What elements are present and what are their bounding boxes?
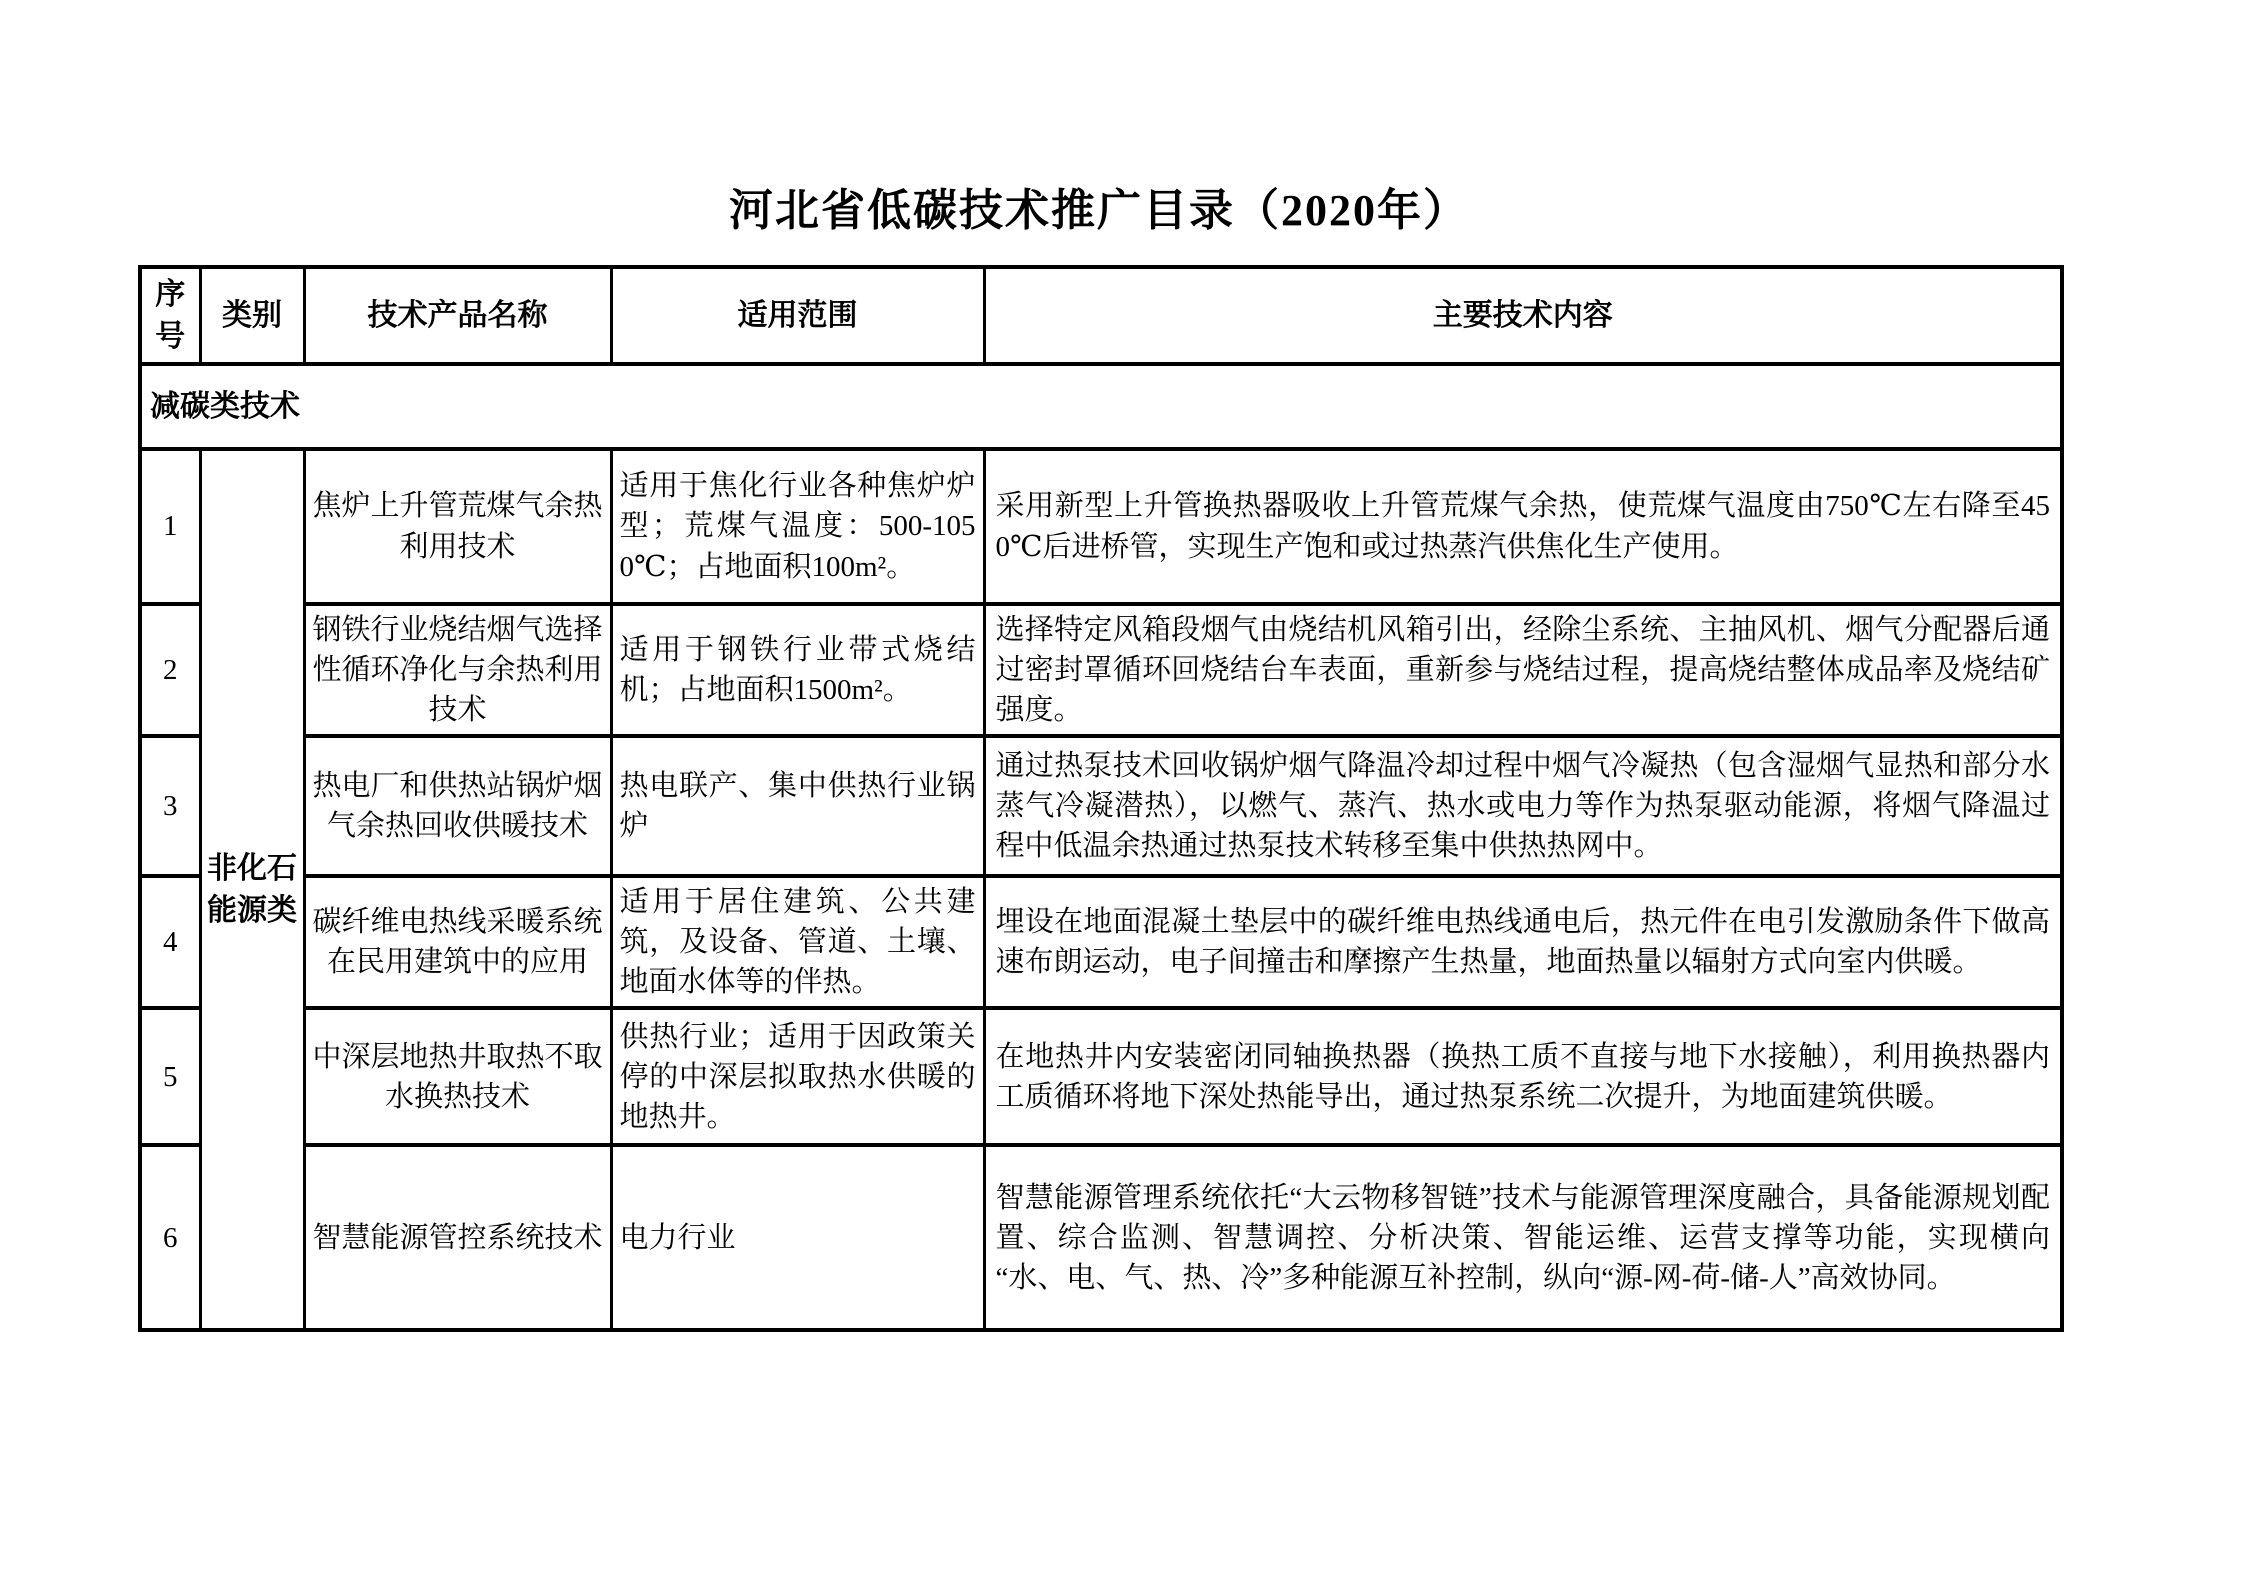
tech-name-cell: 中深层地热井取热不取水换热技术 xyxy=(304,1008,611,1145)
catalog-table xyxy=(138,265,2064,1332)
col-header-no: 序号 xyxy=(140,267,200,364)
section-label: 减碳类技术 xyxy=(140,364,2062,449)
row-number: 4 xyxy=(140,876,200,1008)
table-row xyxy=(140,1145,2062,1330)
content-cell: 埋设在地面混凝土垫层中的碳纤维电热线通电后，热元件在电引发激励条件下做高速布朗运动，电子间撞击和摩擦产生热量，地面热量以辐射方式向室内供暖。 xyxy=(984,876,2062,1008)
col-header-content: 主要技术内容 xyxy=(984,267,2062,364)
scope-cell: 热电联产、集中供热行业锅炉 xyxy=(611,736,984,876)
scope-cell: 供热行业；适用于因政策关停的中深层拟取热水供暖的地热井。 xyxy=(611,1008,984,1145)
section-row xyxy=(140,364,2062,449)
scope-cell: 电力行业 xyxy=(611,1145,984,1330)
row-number: 6 xyxy=(140,1145,200,1330)
tech-name-cell: 碳纤维电热线采暖系统在民用建筑中的应用 xyxy=(304,876,611,1008)
tech-name-cell: 钢铁行业烧结烟气选择性循环净化与余热利用技术 xyxy=(304,604,611,736)
page-title: 河北省低碳技术推广目录（2020年） xyxy=(729,186,1469,235)
table-row xyxy=(140,736,2062,876)
scope-cell: 适用于居住建筑、公共建筑，及设备、管道、土壤、地面水体等的伴热。 xyxy=(611,876,984,1008)
table-row xyxy=(140,1008,2062,1145)
content-cell: 在地热井内安装密闭同轴换热器（换热工质不直接与地下水接触），利用换热器内工质循环将地下深处热能导出，通过热泵系统二次提升，为地面建筑供暖。 xyxy=(984,1008,2062,1145)
table-header-row xyxy=(140,267,2062,364)
row-number: 5 xyxy=(140,1008,200,1145)
col-header-tech-name: 技术产品名称 xyxy=(304,267,611,364)
row-number: 3 xyxy=(140,736,200,876)
content-cell: 通过热泵技术回收锅炉烟气降温冷却过程中烟气冷凝热（包含湿烟气显热和部分水蒸气冷凝潜热），以燃气、蒸汽、热水或电力等作为热泵驱动能源，将烟气降温过程中低温余热通过热泵技术转移至集中供热热网中。 xyxy=(984,736,2062,876)
tech-name-cell: 智慧能源管控系统技术 xyxy=(304,1145,611,1330)
col-header-scope: 适用范围 xyxy=(611,267,984,364)
content-cell: 智慧能源管理系统依托“大云物移智链”技术与能源管理深度融合，具备能源规划配置、综合监测、智慧调控、分析决策、智能运维、运营支撑等功能，实现横向“水、电、气、热、冷”多种能源互补控制，纵向“源-网-荷-储-人”高效协同。 xyxy=(984,1145,2062,1330)
category-cell: 非化石能源类 xyxy=(200,449,304,1330)
tech-name-cell: 焦炉上升管荒煤气余热利用技术 xyxy=(304,449,611,604)
content-cell: 选择特定风箱段烟气由烧结机风箱引出，经除尘系统、主抽风机、烟气分配器后通过密封罩循环回烧结台车表面，重新参与烧结过程，提高烧结整体成品率及烧结矿强度。 xyxy=(984,604,2062,736)
scope-cell: 适用于钢铁行业带式烧结机；占地面积1500m²。 xyxy=(611,604,984,736)
content-cell: 采用新型上升管换热器吸收上升管荒煤气余热，使荒煤气温度由750℃左右降至450℃后进桥管，实现生产饱和或过热蒸汽供焦化生产使用。 xyxy=(984,449,2062,604)
row-number: 1 xyxy=(140,449,200,604)
table-row xyxy=(140,449,2062,604)
row-number: 2 xyxy=(140,604,200,736)
tech-name-cell: 热电厂和供热站锅炉烟气余热回收供暖技术 xyxy=(304,736,611,876)
col-header-category: 类别 xyxy=(200,267,304,364)
table-row xyxy=(140,604,2062,736)
table-row xyxy=(140,876,2062,1008)
scope-cell: 适用于焦化行业各种焦炉炉型；荒煤气温度：500-1050℃；占地面积100m²。 xyxy=(611,449,984,604)
